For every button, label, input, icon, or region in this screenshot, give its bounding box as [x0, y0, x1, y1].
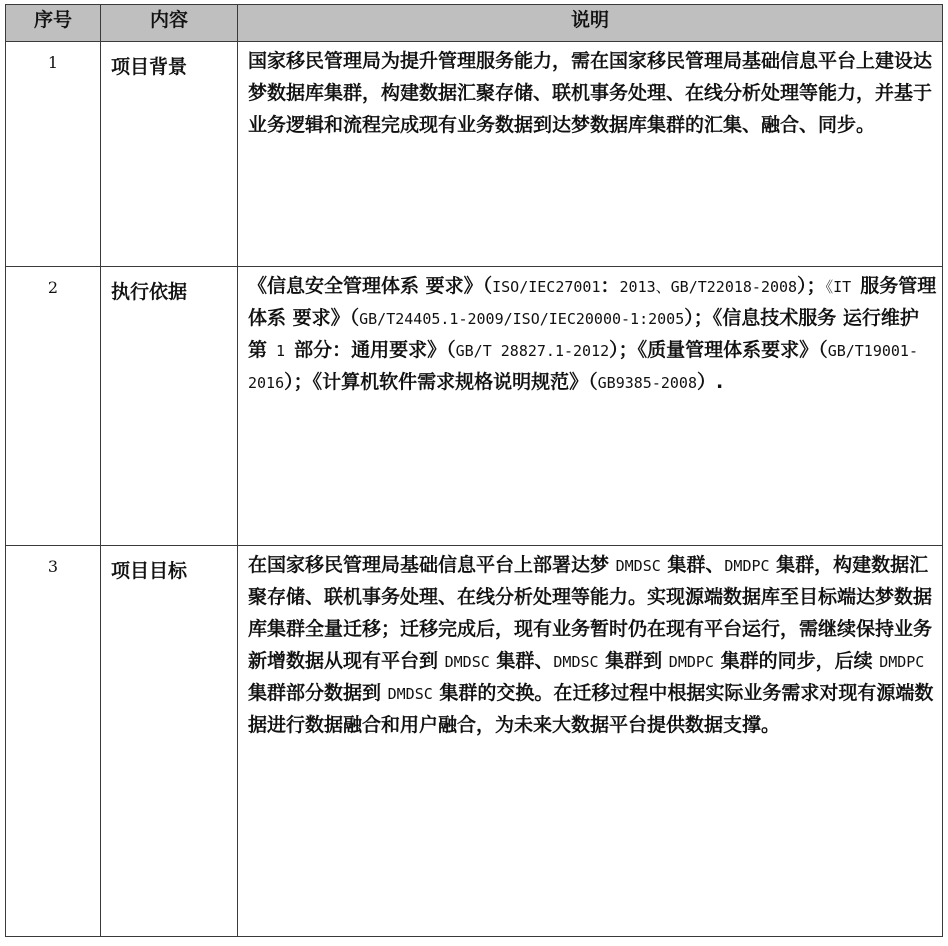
desc-segment: 1 — [267, 341, 295, 360]
header-content: 内容 — [101, 5, 238, 42]
desc-segment: GB/T 28827.1-2012 — [455, 341, 610, 360]
desc-segment: GB/T24405.1-2009/ISO/IEC20000-1:2005 — [359, 309, 685, 328]
desc-segment: DMDPC — [879, 652, 925, 671]
desc-segment: ）； — [797, 275, 826, 297]
desc-segment: GB/T19001-2016 — [248, 341, 918, 392]
desc-segment: 在国家移民管理局基础信息平台上部署达梦 — [248, 554, 616, 576]
desc-segment: ）； — [284, 370, 313, 393]
desc-segment: 集群、 — [660, 554, 725, 576]
row-desc — [238, 267, 943, 546]
desc-segment: 《计算机软件需求规格说明规范》（ — [312, 370, 598, 393]
desc-segment: ）； — [609, 338, 638, 361]
project-info-table — [5, 4, 943, 937]
desc-segment: 集群的同步，后续 — [713, 649, 880, 672]
row-topic: 执行依据 — [101, 267, 238, 546]
desc-segment: 《IT — [825, 278, 861, 296]
desc-segment: ISO/IEC27001 — [492, 278, 601, 296]
desc-segment: DMDPC — [724, 557, 770, 575]
desc-segment: 集群部分数据到 — [248, 681, 388, 704]
row-desc — [238, 546, 943, 937]
desc-segment: GB9385-2008 — [597, 373, 697, 392]
desc-segment: 集群的交换。在迁移过程中根据实际业务需求对现有源端数据进行数据融合和用户融合，为未来大数据平台提供数据支撑。 — [248, 681, 934, 736]
desc-segment: 2013、GB/T22018-2008 — [619, 278, 798, 296]
table-row — [6, 546, 943, 937]
desc-segment: ）；《信息技术服务 运行维护 第 — [248, 306, 919, 361]
row-topic: 项目背景 — [101, 42, 238, 267]
desc-segment: 《质量管理体系要求》（ — [637, 338, 828, 361]
row-num: 1 — [6, 42, 101, 267]
table-header-row — [6, 5, 943, 42]
row-desc-text: 国家移民管理局为提升管理服务能力，需在国家移民管理局基础信息平台上建设达梦数据库集群，构建数据汇聚存储、联机事务处理、在线分析处理等能力，并基于业务逻辑和流程完成现有业务数据到达梦数据库集群的汇集、融合、同步。 — [248, 50, 933, 136]
table-row — [6, 42, 943, 267]
desc-segment: 服务管理体系 要求》（ — [248, 275, 937, 329]
row-num: 2 — [6, 267, 101, 546]
desc-segment: 集群、 — [489, 649, 554, 672]
desc-segment: DMDSC — [444, 652, 490, 671]
desc-segment: ）. — [697, 370, 724, 393]
desc-segment: 集群，构建数据汇聚存储、联机事务处理、在线分析处理等能力。实现源端数据库至目标端达梦数据库集群全量迁移；迁移完成后，现有业务暂时仍在现有平台运行，需继续保持业务新增数据从现有平台到 — [248, 554, 933, 672]
header-desc: 说明 — [238, 5, 943, 42]
desc-segment: DMDSC — [615, 557, 661, 575]
desc-segment: 集群到 — [598, 649, 669, 672]
table-row — [6, 267, 943, 546]
row-topic: 项目目标 — [101, 546, 238, 937]
desc-segment: ： — [600, 275, 620, 297]
desc-segment: 部分：通用要求》（ — [294, 338, 456, 361]
desc-segment: DMDPC — [668, 652, 714, 671]
desc-segment: 《信息安全管理体系 要求》（ — [248, 275, 493, 297]
desc-segment: DMDSC — [387, 684, 433, 703]
header-num: 序号 — [6, 5, 101, 42]
row-num: 3 — [6, 546, 101, 937]
row-desc — [238, 42, 943, 267]
desc-segment: DMDSC — [553, 652, 599, 671]
